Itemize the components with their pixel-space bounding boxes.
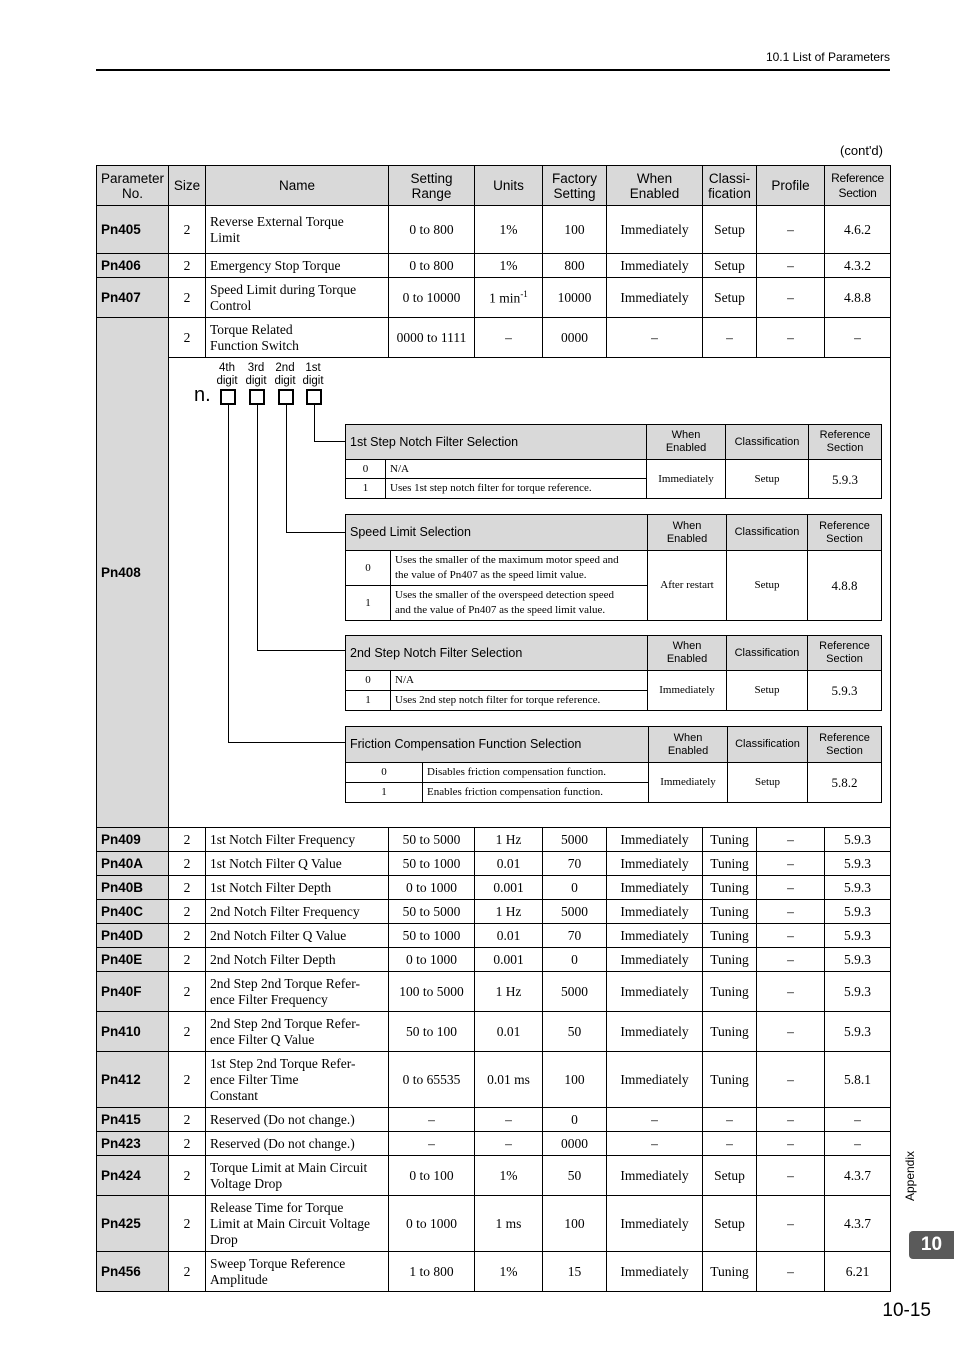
- profile-cell: –: [757, 1052, 825, 1108]
- option-when-enabled: After restart: [648, 551, 727, 621]
- factory-cell: 10000: [543, 278, 607, 318]
- param-number: Pn456: [97, 1252, 169, 1292]
- range-cell: 0 to 1000: [389, 1196, 475, 1252]
- range-cell: 1 to 800: [389, 1252, 475, 1292]
- option-classification: Setup: [728, 763, 808, 803]
- range-cell: 0 to 1000: [389, 948, 475, 972]
- classification-cell: Setup: [703, 206, 757, 254]
- option-value: 1: [346, 586, 391, 621]
- leader-line: [228, 742, 345, 743]
- reference-cell: 5.8.1: [825, 1052, 891, 1108]
- profile-cell: –: [757, 852, 825, 876]
- param-number: Pn412: [97, 1052, 169, 1108]
- option-description: Enables friction compensation function.: [423, 783, 649, 803]
- classification-cell: Tuning: [703, 924, 757, 948]
- digit-label-4th: 4th digit: [216, 362, 238, 387]
- when-cell: –: [607, 1108, 703, 1132]
- leader-line: [286, 405, 287, 532]
- subtable-1st-step-notch: [345, 424, 882, 499]
- leader-line: [257, 405, 258, 650]
- factory-cell: 100: [543, 1196, 607, 1252]
- option-value: 0: [346, 551, 391, 586]
- when-cell: Immediately: [607, 828, 703, 852]
- col-header-reference: Reference Section: [825, 166, 891, 206]
- reference-cell: –: [825, 1108, 891, 1132]
- option-classification: Setup: [727, 551, 808, 621]
- subtable-ref-header: Reference Section: [808, 636, 882, 671]
- option-value: 1: [346, 783, 423, 803]
- reference-cell: 5.9.3: [825, 972, 891, 1012]
- table-row: [97, 206, 891, 254]
- factory-cell: 15: [543, 1252, 607, 1292]
- col-header-name: Name: [206, 166, 389, 206]
- table-row: [97, 852, 891, 876]
- range-cell: –: [389, 1108, 475, 1132]
- range-cell: 50 to 5000: [389, 900, 475, 924]
- when-cell: Immediately: [607, 852, 703, 876]
- leader-line: [314, 405, 315, 441]
- profile-cell: –: [757, 206, 825, 254]
- table-row: [97, 278, 891, 318]
- col-header-classification: Classi- fication: [703, 166, 757, 206]
- option-description: Uses the smaller of the maximum motor speed and the value of Pn407 as the speed limit value.: [391, 551, 648, 586]
- classification-cell: –: [703, 318, 757, 358]
- n-prefix: n.: [194, 384, 211, 406]
- subtable-when-header: When Enabled: [647, 425, 726, 460]
- classification-cell: Tuning: [703, 828, 757, 852]
- classification-cell: –: [703, 1108, 757, 1132]
- factory-cell: 70: [543, 852, 607, 876]
- param-number: Pn40D: [97, 924, 169, 948]
- size-cell: 2: [169, 206, 206, 254]
- classification-cell: Setup: [703, 278, 757, 318]
- subtable-class-header: Classification: [727, 515, 808, 551]
- param-number: Pn40C: [97, 900, 169, 924]
- col-header-when: When Enabled: [607, 166, 703, 206]
- size-cell: 2: [169, 1052, 206, 1108]
- profile-cell: –: [757, 828, 825, 852]
- param-number: Pn425: [97, 1196, 169, 1252]
- size-cell: 2: [169, 924, 206, 948]
- option-description: Uses 2nd step notch filter for torque reference.: [391, 691, 648, 711]
- subtable-when-header: When Enabled: [649, 727, 728, 763]
- when-cell: Immediately: [607, 900, 703, 924]
- when-cell: Immediately: [607, 1012, 703, 1052]
- subtable-ref-header: Reference Section: [808, 515, 882, 551]
- param-number: Pn407: [97, 278, 169, 318]
- digit-box-4th: [220, 389, 236, 405]
- range-cell: 0 to 800: [389, 206, 475, 254]
- reference-cell: 5.9.3: [825, 924, 891, 948]
- reference-cell: 5.9.3: [825, 948, 891, 972]
- factory-cell: 5000: [543, 972, 607, 1012]
- option-when-enabled: Immediately: [649, 763, 728, 803]
- subtable-2nd-step-notch: [345, 635, 882, 711]
- when-cell: Immediately: [607, 1252, 703, 1292]
- col-header-param: Parameter No.: [97, 166, 169, 206]
- range-cell: –: [389, 1132, 475, 1156]
- range-cell: 0 to 10000: [389, 278, 475, 318]
- option-value: 0: [346, 460, 386, 479]
- name-cell: 2nd Step 2nd Torque Refer- ence Filter Frequency: [206, 972, 389, 1012]
- when-cell: Immediately: [607, 972, 703, 1012]
- subtable-title: Speed Limit Selection: [346, 515, 648, 551]
- reference-cell: 5.9.3: [825, 828, 891, 852]
- when-cell: Immediately: [607, 924, 703, 948]
- units-cell: –: [475, 1108, 543, 1132]
- col-header-range: Setting Range: [389, 166, 475, 206]
- factory-cell: 5000: [543, 900, 607, 924]
- running-header: 10.1 List of Parameters: [765, 50, 890, 64]
- digit-box-1st: [306, 389, 322, 405]
- units-cell: 0.001: [475, 876, 543, 900]
- table-row: [97, 948, 891, 972]
- name-cell: Sweep Torque Reference Amplitude: [206, 1252, 389, 1292]
- subtable-when-header: When Enabled: [648, 636, 727, 671]
- name-cell: Speed Limit during Torque Control: [206, 278, 389, 318]
- classification-cell: Tuning: [703, 1252, 757, 1292]
- table-row: [97, 876, 891, 900]
- option-reference: 4.8.8: [808, 551, 882, 621]
- units-cell: 0.01 ms: [475, 1052, 543, 1108]
- profile-cell: –: [757, 278, 825, 318]
- param-number: Pn40E: [97, 948, 169, 972]
- param-number: Pn409: [97, 828, 169, 852]
- when-cell: Immediately: [607, 876, 703, 900]
- when-cell: Immediately: [607, 278, 703, 318]
- option-description: Uses 1st step notch filter for torque reference.: [386, 479, 647, 499]
- leader-line: [228, 405, 229, 742]
- when-cell: Immediately: [607, 1196, 703, 1252]
- size-cell: 2: [169, 254, 206, 278]
- param-number: Pn415: [97, 1108, 169, 1132]
- chapter-tab: 10: [909, 1231, 954, 1259]
- col-header-units: Units: [475, 166, 543, 206]
- factory-cell: 50: [543, 1156, 607, 1196]
- factory-cell: 50: [543, 1012, 607, 1052]
- subtable-class-header: Classification: [728, 727, 808, 763]
- profile-cell: –: [757, 972, 825, 1012]
- name-cell: 1st Step 2nd Torque Refer- ence Filter Time Constant: [206, 1052, 389, 1108]
- option-reference: 5.9.3: [809, 460, 882, 499]
- classification-cell: Tuning: [703, 876, 757, 900]
- table-row: [97, 900, 891, 924]
- size-cell: 2: [169, 828, 206, 852]
- classification-cell: Setup: [703, 254, 757, 278]
- param-number: Pn410: [97, 1012, 169, 1052]
- subtable-title: Friction Compensation Function Selection: [346, 727, 649, 763]
- reference-cell: 5.9.3: [825, 900, 891, 924]
- factory-cell: 0: [543, 948, 607, 972]
- parameter-table: [96, 165, 891, 1292]
- classification-cell: Tuning: [703, 972, 757, 1012]
- profile-cell: –: [757, 254, 825, 278]
- units-cell: 1 Hz: [475, 900, 543, 924]
- units-cell: 0.001: [475, 948, 543, 972]
- when-cell: Immediately: [607, 206, 703, 254]
- classification-cell: Tuning: [703, 900, 757, 924]
- units-cell: 1 Hz: [475, 828, 543, 852]
- units-cell: –: [475, 318, 543, 358]
- range-cell: 0 to 800: [389, 254, 475, 278]
- size-cell: 2: [169, 318, 206, 358]
- table-row: [97, 924, 891, 948]
- table-header-row: [97, 166, 891, 206]
- name-cell: Torque Limit at Main Circuit Voltage Drop: [206, 1156, 389, 1196]
- subtable-class-header: Classification: [727, 636, 808, 671]
- profile-cell: –: [757, 948, 825, 972]
- continued-note: (cont'd): [840, 143, 883, 158]
- subtable-speed-limit: [345, 514, 882, 621]
- option-value: 1: [346, 691, 391, 711]
- table-row: [97, 1252, 891, 1292]
- classification-cell: Setup: [703, 1196, 757, 1252]
- param-number: Pn40A: [97, 852, 169, 876]
- subtable-friction-compensation: [345, 726, 882, 803]
- name-cell: Emergency Stop Torque: [206, 254, 389, 278]
- param-number: Pn423: [97, 1132, 169, 1156]
- units-cell: 0.01: [475, 1012, 543, 1052]
- option-reference: 5.9.3: [808, 671, 882, 711]
- units-cell: 0.01: [475, 852, 543, 876]
- size-cell: 2: [169, 972, 206, 1012]
- option-value: 0: [346, 763, 423, 783]
- table-row: [97, 1108, 891, 1132]
- size-cell: 2: [169, 278, 206, 318]
- table-row: [97, 1132, 891, 1156]
- option-description: N/A: [386, 460, 647, 479]
- option-description: Disables friction compensation function.: [423, 763, 649, 783]
- classification-cell: –: [703, 1132, 757, 1156]
- profile-cell: –: [757, 318, 825, 358]
- range-cell: 0 to 1000: [389, 876, 475, 900]
- table-row: [97, 1156, 891, 1196]
- pn408-digit-detail: [169, 358, 891, 828]
- option-classification: Setup: [727, 671, 808, 711]
- when-cell: Immediately: [607, 948, 703, 972]
- subtable-ref-header: Reference Section: [809, 425, 882, 460]
- reference-cell: 4.8.8: [825, 278, 891, 318]
- option-classification: Setup: [726, 460, 809, 499]
- name-cell: Torque Related Function Switch: [206, 318, 389, 358]
- table-row: [97, 1012, 891, 1052]
- when-cell: Immediately: [607, 254, 703, 278]
- classification-cell: Setup: [703, 1156, 757, 1196]
- units-cell: 1 $\min^{-1}$: [475, 278, 543, 318]
- header-rule: [96, 69, 890, 71]
- subtable-ref-header: Reference Section: [808, 727, 882, 763]
- digit-label-2nd: 2nd digit: [274, 362, 296, 387]
- units-cell: 1%: [475, 254, 543, 278]
- units-cell: 1 Hz: [475, 972, 543, 1012]
- param-number: Pn406: [97, 254, 169, 278]
- factory-cell: 100: [543, 1052, 607, 1108]
- leader-line: [286, 532, 345, 533]
- range-cell: 100 to 5000: [389, 972, 475, 1012]
- reference-cell: 4.3.2: [825, 254, 891, 278]
- option-reference: 5.8.2: [808, 763, 882, 803]
- name-cell: Reserved (Do not change.): [206, 1108, 389, 1132]
- reference-cell: 5.9.3: [825, 1012, 891, 1052]
- range-cell: 50 to 5000: [389, 828, 475, 852]
- size-cell: 2: [169, 1108, 206, 1132]
- reference-cell: 6.21: [825, 1252, 891, 1292]
- classification-cell: Tuning: [703, 852, 757, 876]
- name-cell: Reserved (Do not change.): [206, 1132, 389, 1156]
- param-number: Pn40F: [97, 972, 169, 1012]
- range-cell: 0000 to 1111: [389, 318, 475, 358]
- profile-cell: –: [757, 1196, 825, 1252]
- name-cell: 2nd Notch Filter Depth: [206, 948, 389, 972]
- factory-cell: 0000: [543, 1132, 607, 1156]
- units-cell: 1%: [475, 206, 543, 254]
- col-header-profile: Profile: [757, 166, 825, 206]
- units-cell: –: [475, 1132, 543, 1156]
- range-cell: 0 to 65535: [389, 1052, 475, 1108]
- name-cell: 2nd Step 2nd Torque Refer- ence Filter Q Value: [206, 1012, 389, 1052]
- col-header-factory: Factory Setting: [543, 166, 607, 206]
- digit-label-3rd: 3rd digit: [245, 362, 267, 387]
- units-cell: 1%: [475, 1156, 543, 1196]
- param-number: Pn408: [97, 318, 169, 828]
- when-cell: –: [607, 1132, 703, 1156]
- subtable-when-header: When Enabled: [648, 515, 727, 551]
- option-description: N/A: [391, 671, 648, 691]
- reference-cell: 4.6.2: [825, 206, 891, 254]
- range-cell: 50 to 100: [389, 1012, 475, 1052]
- name-cell: 1st Notch Filter Q Value: [206, 852, 389, 876]
- profile-cell: –: [757, 1156, 825, 1196]
- digit-box-2nd: [278, 389, 294, 405]
- reference-cell: 5.9.3: [825, 852, 891, 876]
- profile-cell: –: [757, 1252, 825, 1292]
- size-cell: 2: [169, 1196, 206, 1252]
- profile-cell: –: [757, 1012, 825, 1052]
- size-cell: 2: [169, 1156, 206, 1196]
- profile-cell: –: [757, 900, 825, 924]
- factory-cell: 70: [543, 924, 607, 948]
- classification-cell: Tuning: [703, 948, 757, 972]
- factory-cell: 100: [543, 206, 607, 254]
- table-row: [97, 1052, 891, 1108]
- name-cell: Reverse External Torque Limit: [206, 206, 389, 254]
- param-number: Pn424: [97, 1156, 169, 1196]
- range-cell: 50 to 1000: [389, 852, 475, 876]
- option-when-enabled: Immediately: [647, 460, 726, 499]
- range-cell: 50 to 1000: [389, 924, 475, 948]
- name-cell: 2nd Notch Filter Frequency: [206, 900, 389, 924]
- subtable-title: 1st Step Notch Filter Selection: [346, 425, 647, 460]
- col-header-size: Size: [169, 166, 206, 206]
- reference-cell: 4.3.7: [825, 1196, 891, 1252]
- reference-cell: 5.9.3: [825, 876, 891, 900]
- leader-line: [314, 441, 345, 442]
- when-cell: –: [607, 318, 703, 358]
- size-cell: 2: [169, 900, 206, 924]
- range-cell: 0 to 100: [389, 1156, 475, 1196]
- when-cell: Immediately: [607, 1052, 703, 1108]
- option-description: Uses the smaller of the overspeed detection speed and the value of Pn407 as the speed limit value.: [391, 586, 648, 621]
- factory-cell: 0000: [543, 318, 607, 358]
- size-cell: 2: [169, 948, 206, 972]
- digit-label-1st: 1st digit: [302, 362, 324, 387]
- table-row: [97, 1196, 891, 1252]
- digit-box-3rd: [249, 389, 265, 405]
- table-row: [97, 828, 891, 852]
- table-row: [97, 972, 891, 1012]
- name-cell: 1st Notch Filter Frequency: [206, 828, 389, 852]
- side-tab-label: Appendix: [903, 1150, 918, 1202]
- page-number: 10-15: [882, 1300, 931, 1321]
- size-cell: 2: [169, 1252, 206, 1292]
- subtable-class-header: Classification: [726, 425, 809, 460]
- param-number: Pn40B: [97, 876, 169, 900]
- name-cell: 1st Notch Filter Depth: [206, 876, 389, 900]
- profile-cell: –: [757, 924, 825, 948]
- size-cell: 2: [169, 876, 206, 900]
- profile-cell: –: [757, 1108, 825, 1132]
- table-row: [97, 254, 891, 278]
- classification-cell: Tuning: [703, 1012, 757, 1052]
- option-value: 0: [346, 671, 391, 691]
- size-cell: 2: [169, 1132, 206, 1156]
- factory-cell: 5000: [543, 828, 607, 852]
- name-cell: Release Time for Torque Limit at Main Circuit Voltage Drop: [206, 1196, 389, 1252]
- classification-cell: Tuning: [703, 1052, 757, 1108]
- option-when-enabled: Immediately: [648, 671, 727, 711]
- factory-cell: 800: [543, 254, 607, 278]
- profile-cell: –: [757, 1132, 825, 1156]
- param-number: Pn405: [97, 206, 169, 254]
- name-cell: 2nd Notch Filter Q Value: [206, 924, 389, 948]
- units-cell: 0.01: [475, 924, 543, 948]
- reference-cell: 4.3.7: [825, 1156, 891, 1196]
- size-cell: 2: [169, 852, 206, 876]
- option-value: 1: [346, 479, 386, 499]
- subtable-title: 2nd Step Notch Filter Selection: [346, 636, 648, 671]
- units-cell: 1%: [475, 1252, 543, 1292]
- table-row-pn408: [97, 318, 891, 358]
- units-cell: 1 ms: [475, 1196, 543, 1252]
- leader-line: [257, 650, 345, 651]
- reference-cell: –: [825, 318, 891, 358]
- profile-cell: –: [757, 876, 825, 900]
- factory-cell: 0: [543, 1108, 607, 1132]
- factory-cell: 0: [543, 876, 607, 900]
- reference-cell: –: [825, 1132, 891, 1156]
- when-cell: Immediately: [607, 1156, 703, 1196]
- size-cell: 2: [169, 1012, 206, 1052]
